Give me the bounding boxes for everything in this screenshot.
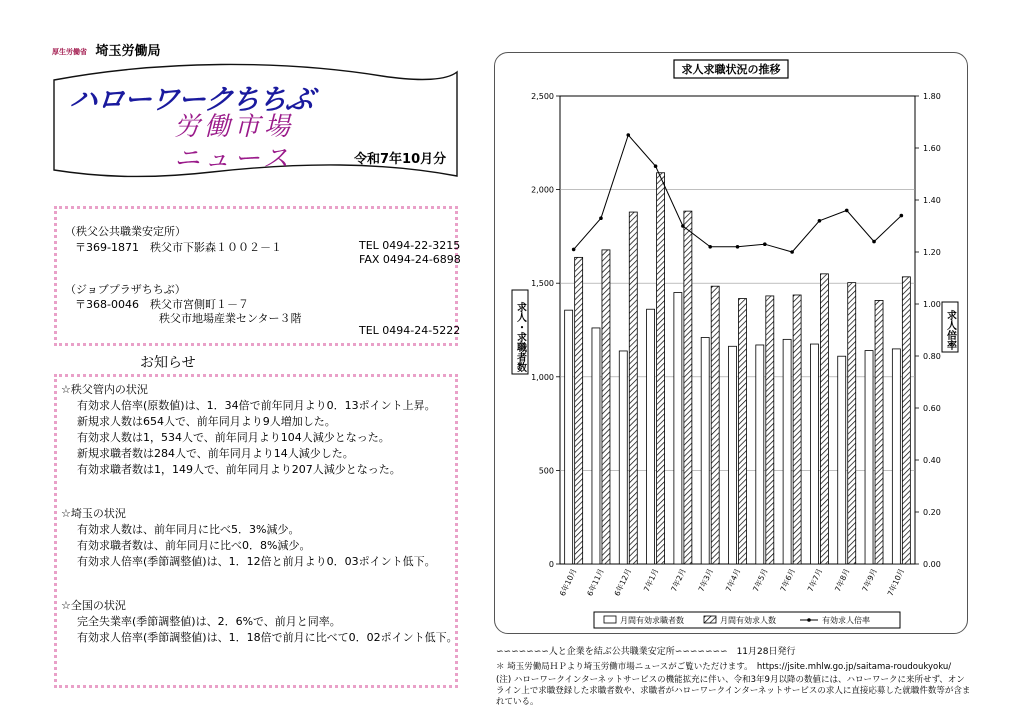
notice-line: 有効求職者数は、前年同月に比べ0．8%減少。 [77,539,311,552]
section-heading-saitama: ☆埼玉の状況 [61,507,126,520]
ratio-point [872,240,876,244]
ratio-point [654,164,658,168]
notice-line: 有効求人数は、前年同月に比べ5．3%減少。 [77,523,300,536]
bar-openings [711,286,719,564]
left-tick-label: 1,500 [531,279,554,289]
footer-slogan: ∽∽∽∽∽∽∽人と企業を結ぶ公共職業安定所∽∽∽∽∽∽∽ 11月28日発行 [496,647,796,657]
bar-seekers [865,351,873,564]
office1-fax: FAX 0494-24-6898 [359,253,461,266]
job-chart [494,52,968,634]
right-tick-label: 1.20 [923,248,941,257]
legend-label-ratio: 有効求人倍率 [822,616,870,625]
left-tick-label: 2,000 [531,185,554,195]
bar-openings [657,173,665,564]
category-label: 7年8月 [833,567,852,594]
legend-label-seekers: 月間有効求職者数 [620,616,684,625]
ratio-point [599,216,603,220]
notice-line: 新規求人数は654人で、前年同月より9人増加した。 [77,415,336,428]
brand-name: 埼玉労働局 [95,44,161,59]
bar-openings [575,257,583,564]
legend-swatch-seekers [604,616,616,623]
office2-tel: TEL 0494-24-5222 [359,324,461,337]
category-label: 7年7月 [805,567,825,594]
office1-name: （秩父公共職業安定所） [65,225,186,238]
ratio-point [572,248,576,252]
legend-swatch-ratio-marker [807,618,811,622]
ratio-point [708,245,712,249]
notice-line: 新規求職者数は284人で、前年同月より14人減少した。 [77,447,354,460]
bar-openings [820,274,828,564]
bar-openings [848,283,856,564]
bar-openings [766,296,774,564]
category-label: 6年11月 [585,567,606,598]
category-label: 7年1月 [641,567,661,594]
category-label: 7年9月 [860,567,879,594]
legend-label-openings: 月間有効求人数 [720,616,776,625]
bar-seekers [619,351,627,564]
category-label: 7年3月 [696,567,716,594]
notice-box [54,374,458,688]
right-tick-label: 0.40 [923,456,941,465]
right-tick-label: 1.00 [923,300,941,309]
section-heading-chichibu: ☆秩父管内の状況 [61,383,148,396]
left-tick-label: 2,500 [531,92,554,101]
bar-openings [902,277,910,564]
bar-openings [684,211,692,564]
bar-openings [875,300,883,564]
title-line-1: ハローワークちちぶ [67,83,316,116]
notice-line: 有効求人倍率(原数値)は、1．34倍で前年同月より0．13ポイント上昇。 [77,399,436,412]
left-tick-label: 0 [548,560,554,569]
notice-line: 有効求職者数は1，149人で、前年同月より207人減少となった。 [77,463,401,476]
section-heading-national: ☆全国の状況 [61,599,126,612]
bar-openings [629,212,637,564]
left-tick-label: 1,000 [531,372,554,382]
bar-openings [739,299,747,564]
right-tick-label: 1.80 [923,92,941,101]
notice-line: 有効求人数は1，534人で、前年同月より104人減少となった。 [77,431,390,444]
ratio-point [845,209,849,213]
notice-line: 有効求人倍率(季節調整値)は、1．18倍で前月に比べて0．02ポイント低下。 [77,631,458,644]
ratio-point [790,250,794,254]
office2-address-2: 秩父市地場産業センター３階 [159,312,302,325]
category-label: 7年10月 [885,567,907,598]
office2-address: 〒368-0046 秩父市宮側町１－７ [75,298,249,311]
ratio-point [626,133,630,137]
footer-web-note: ＊ 埼玉労働局ＨＰより埼玉労働市場ニュースがご覧いただけます。 https://jsite.mhlw.go.jp/saitama-roudoukyoku/ [496,662,952,672]
bar-openings [602,250,610,564]
bar-seekers [647,309,655,564]
right-tick-label: 0.20 [923,508,941,517]
right-tick-label: 1.60 [923,144,941,153]
bar-seekers [701,337,709,564]
category-label: 7年5月 [751,567,770,594]
report-month: 令和7年10月分 [354,152,447,167]
bar-openings [793,295,801,564]
office1-address: 〒369-1871 秩父市下影森１００２－１ [75,241,282,254]
bar-seekers [838,356,846,564]
ratio-point [736,245,740,249]
right-axis-title: 求人倍率 [944,310,956,350]
right-tick-label: 1.40 [923,196,941,205]
ratio-point [818,219,822,223]
right-tick-label: 0.60 [923,404,941,413]
category-label: 7年6月 [778,567,797,594]
bar-seekers [810,344,818,564]
bar-seekers [729,346,737,564]
bar-seekers [674,293,682,564]
right-tick-label: 0.80 [923,352,941,361]
title-line-2: 労働市場 [174,112,295,142]
notice-line: 完全失業率(季節調整値)は、2．6%で、前月と同率。 [77,615,341,628]
footer-note: (注) ハローワークインターネットサービスの機能拡充に伴い、令和3年9月以降の数値には、ハローワークに来所せず、オンライン上で求職登録した求職者数や、求職者がハローワークインターネットサービスの求人に直接応募した就職件数等が含まれている。 [496,675,971,707]
left-tick-label: 500 [538,466,554,476]
bar-seekers [592,328,600,564]
chart-title: 求人求職状況の推移 [681,63,781,76]
right-tick-label: 0.00 [923,560,941,569]
bar-seekers [783,339,791,564]
ratio-point [900,214,904,218]
bar-seekers [892,349,900,564]
category-label: 7年4月 [723,567,743,594]
category-label: 7年2月 [669,567,688,594]
title-line-3: ニュース [174,144,293,174]
brand-header [52,40,161,59]
plot-area [560,96,915,564]
notice-line: 有効求人倍率(季節調整値)は、1．12倍と前月より0．03ポイント低下。 [77,555,436,568]
ratio-point [681,224,685,228]
contact-box [54,206,461,346]
bar-seekers [756,345,764,564]
notice-title: お知らせ [140,355,196,371]
office1-tel: TEL 0494-22-3215 [359,239,461,252]
category-label: 6年12月 [612,567,634,598]
category-label: 6年10月 [557,567,579,598]
legend-swatch-openings [704,616,716,623]
ministry-logo: 厚生労働省 [52,47,87,56]
ratio-point [763,242,767,246]
office2-name: （ジョブプラザちちぶ） [65,283,186,296]
bar-seekers [565,310,573,564]
left-axis-title: 求人・求職者数 [514,302,526,372]
